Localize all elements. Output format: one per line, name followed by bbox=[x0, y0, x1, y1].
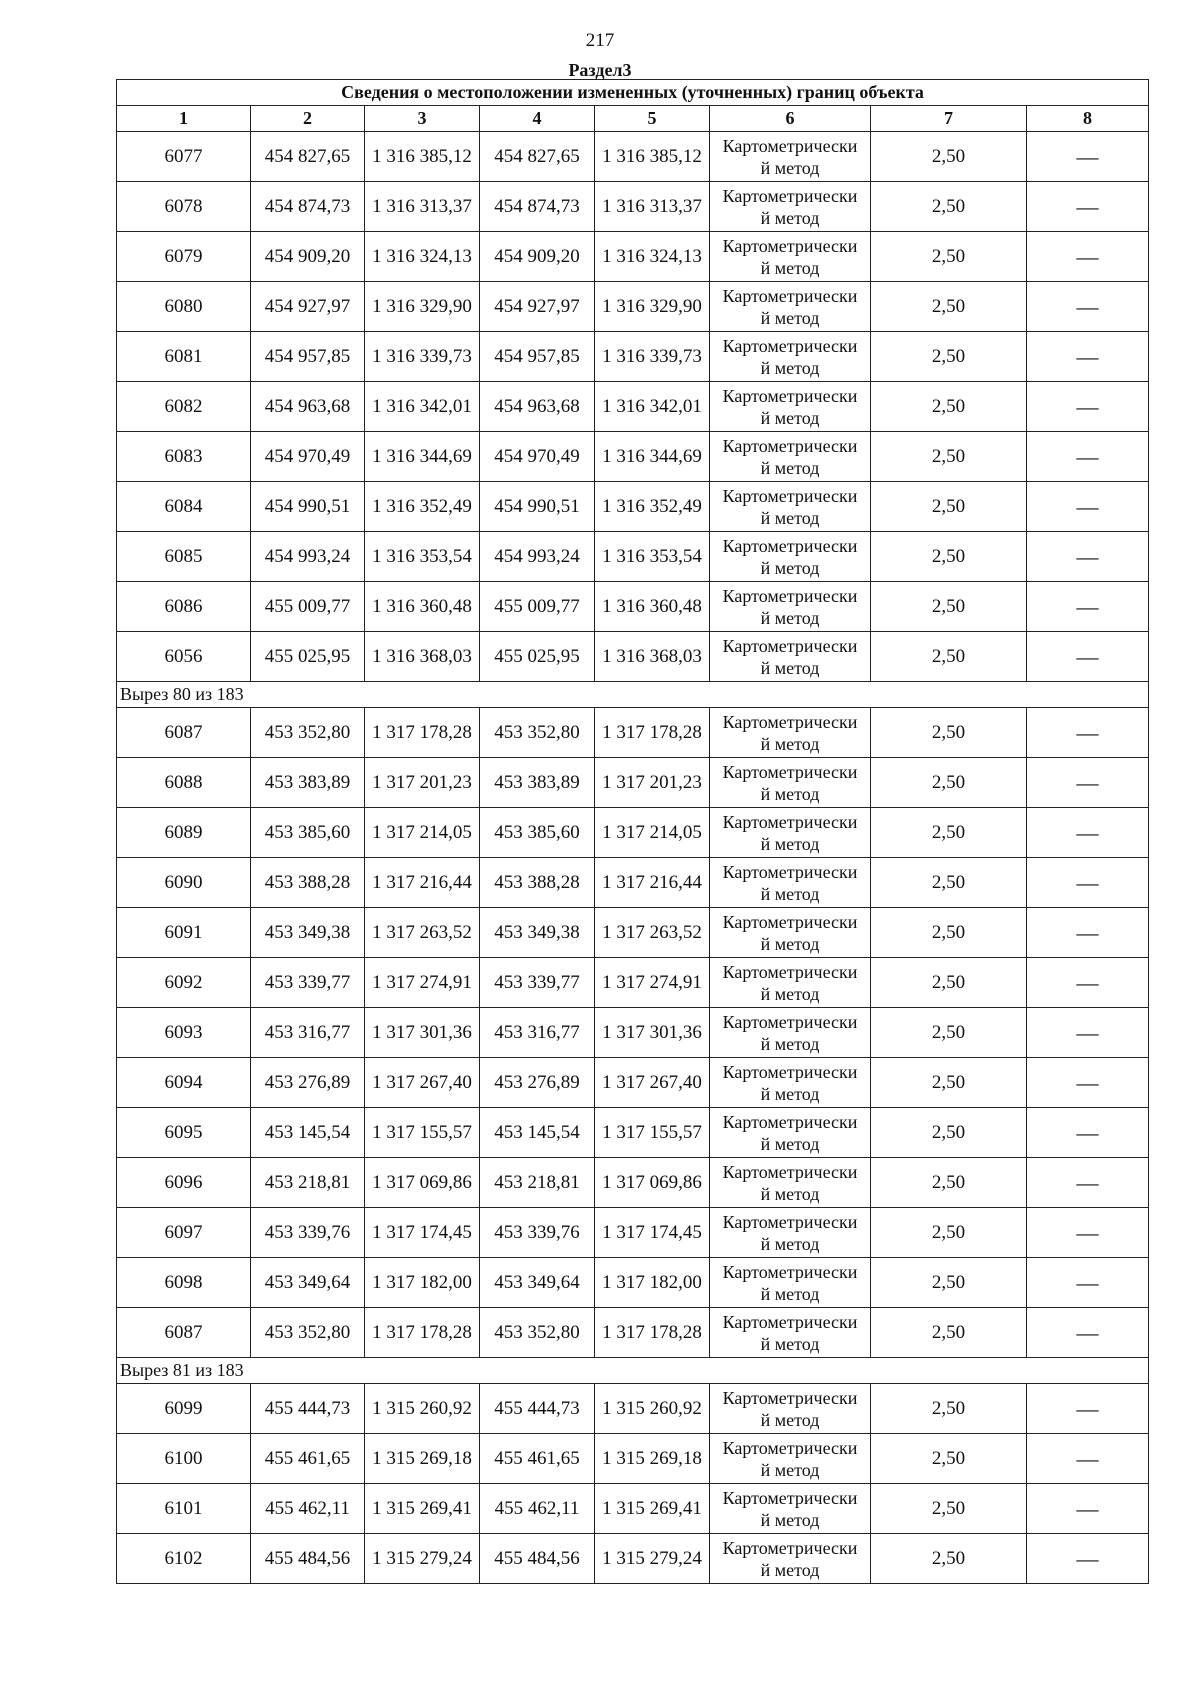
method-cell: Картометрически й метод bbox=[710, 1008, 871, 1058]
accuracy-cell: 2,50 bbox=[871, 1158, 1027, 1208]
accuracy-cell: 2,50 bbox=[871, 1434, 1027, 1484]
x-new-cell: 453 383,89 bbox=[480, 758, 595, 808]
x-old-cell: 455 461,65 bbox=[251, 1434, 365, 1484]
y-new-cell: 1 316 360,48 bbox=[595, 582, 710, 632]
table-row bbox=[117, 1158, 1149, 1208]
description-cell: — bbox=[1027, 1258, 1149, 1308]
y-old-cell: 1 316 313,37 bbox=[365, 182, 480, 232]
column-number: 6 bbox=[710, 106, 871, 132]
description-cell: — bbox=[1027, 1384, 1149, 1434]
accuracy-cell: 2,50 bbox=[871, 332, 1027, 382]
x-old-cell: 453 352,80 bbox=[251, 1308, 365, 1358]
method-cell: Картометрически й метод bbox=[710, 708, 871, 758]
y-old-cell: 1 316 329,90 bbox=[365, 282, 480, 332]
x-new-cell: 453 316,77 bbox=[480, 1008, 595, 1058]
description-cell: — bbox=[1027, 1434, 1149, 1484]
point-number-cell: 6089 bbox=[117, 808, 251, 858]
y-old-cell: 1 317 214,05 bbox=[365, 808, 480, 858]
method-cell: Картометрически й метод bbox=[710, 182, 871, 232]
y-new-cell: 1 316 368,03 bbox=[595, 632, 710, 682]
y-new-cell: 1 315 269,18 bbox=[595, 1434, 710, 1484]
method-cell: Картометрически й метод bbox=[710, 1158, 871, 1208]
x-new-cell: 453 352,80 bbox=[480, 1308, 595, 1358]
method-cell: Картометрически й метод bbox=[710, 532, 871, 582]
y-old-cell: 1 317 274,91 bbox=[365, 958, 480, 1008]
method-cell: Картометрически й метод bbox=[710, 1208, 871, 1258]
x-new-cell: 454 990,51 bbox=[480, 482, 595, 532]
y-old-cell: 1 317 182,00 bbox=[365, 1258, 480, 1308]
y-old-cell: 1 315 279,24 bbox=[365, 1534, 480, 1584]
table-row bbox=[117, 1384, 1149, 1434]
description-cell: — bbox=[1027, 1534, 1149, 1584]
x-old-cell: 453 383,89 bbox=[251, 758, 365, 808]
y-old-cell: 1 316 342,01 bbox=[365, 382, 480, 432]
page-number: 217 bbox=[585, 30, 615, 51]
y-new-cell: 1 317 178,28 bbox=[595, 1308, 710, 1358]
description-cell: — bbox=[1027, 132, 1149, 182]
y-old-cell: 1 316 385,12 bbox=[365, 132, 480, 182]
accuracy-cell: 2,50 bbox=[871, 632, 1027, 682]
y-new-cell: 1 317 216,44 bbox=[595, 858, 710, 908]
table-row bbox=[117, 382, 1149, 432]
x-old-cell: 454 927,97 bbox=[251, 282, 365, 332]
table-row bbox=[117, 282, 1149, 332]
method-cell: Картометрически й метод bbox=[710, 1308, 871, 1358]
y-new-cell: 1 317 201,23 bbox=[595, 758, 710, 808]
point-number-cell: 6078 bbox=[117, 182, 251, 232]
y-new-cell: 1 317 182,00 bbox=[595, 1258, 710, 1308]
table-row bbox=[117, 532, 1149, 582]
table-row bbox=[117, 1434, 1149, 1484]
y-old-cell: 1 316 352,49 bbox=[365, 482, 480, 532]
description-cell: — bbox=[1027, 482, 1149, 532]
method-cell: Картометрически й метод bbox=[710, 858, 871, 908]
y-old-cell: 1 317 201,23 bbox=[365, 758, 480, 808]
point-number-cell: 6086 bbox=[117, 582, 251, 632]
y-new-cell: 1 316 342,01 bbox=[595, 382, 710, 432]
table-row bbox=[117, 232, 1149, 282]
table-row bbox=[117, 132, 1149, 182]
x-new-cell: 453 218,81 bbox=[480, 1158, 595, 1208]
y-old-cell: 1 316 368,03 bbox=[365, 632, 480, 682]
x-new-cell: 453 339,76 bbox=[480, 1208, 595, 1258]
x-old-cell: 454 827,65 bbox=[251, 132, 365, 182]
y-new-cell: 1 316 339,73 bbox=[595, 332, 710, 382]
x-old-cell: 453 349,64 bbox=[251, 1258, 365, 1308]
table-row bbox=[117, 1058, 1149, 1108]
description-cell: — bbox=[1027, 382, 1149, 432]
x-new-cell: 454 909,20 bbox=[480, 232, 595, 282]
x-new-cell: 455 025,95 bbox=[480, 632, 595, 682]
point-number-cell: 6080 bbox=[117, 282, 251, 332]
accuracy-cell: 2,50 bbox=[871, 1108, 1027, 1158]
method-cell: Картометрически й метод bbox=[710, 958, 871, 1008]
description-cell: — bbox=[1027, 182, 1149, 232]
method-cell: Картометрически й метод bbox=[710, 282, 871, 332]
point-number-cell: 6098 bbox=[117, 1258, 251, 1308]
point-number-cell: 6097 bbox=[117, 1208, 251, 1258]
x-old-cell: 455 484,56 bbox=[251, 1534, 365, 1584]
description-cell: — bbox=[1027, 282, 1149, 332]
method-cell: Картометрически й метод bbox=[710, 382, 871, 432]
y-new-cell: 1 316 324,13 bbox=[595, 232, 710, 282]
x-new-cell: 453 349,38 bbox=[480, 908, 595, 958]
description-cell: — bbox=[1027, 808, 1149, 858]
description-cell: — bbox=[1027, 232, 1149, 282]
y-new-cell: 1 317 274,91 bbox=[595, 958, 710, 1008]
point-number-cell: 6083 bbox=[117, 432, 251, 482]
y-new-cell: 1 316 344,69 bbox=[595, 432, 710, 482]
y-old-cell: 1 315 260,92 bbox=[365, 1384, 480, 1434]
method-cell: Картометрически й метод bbox=[710, 1108, 871, 1158]
point-number-cell: 6081 bbox=[117, 332, 251, 382]
y-new-cell: 1 317 267,40 bbox=[595, 1058, 710, 1108]
y-old-cell: 1 317 178,28 bbox=[365, 708, 480, 758]
table-row bbox=[117, 858, 1149, 908]
x-new-cell: 454 927,97 bbox=[480, 282, 595, 332]
column-number: 5 bbox=[595, 106, 710, 132]
x-old-cell: 453 349,38 bbox=[251, 908, 365, 958]
y-old-cell: 1 317 178,28 bbox=[365, 1308, 480, 1358]
point-number-cell: 6096 bbox=[117, 1158, 251, 1208]
x-old-cell: 453 218,81 bbox=[251, 1158, 365, 1208]
description-cell: — bbox=[1027, 708, 1149, 758]
y-new-cell: 1 317 263,52 bbox=[595, 908, 710, 958]
y-new-cell: 1 317 069,86 bbox=[595, 1158, 710, 1208]
accuracy-cell: 2,50 bbox=[871, 532, 1027, 582]
x-new-cell: 454 957,85 bbox=[480, 332, 595, 382]
point-number-cell: 6100 bbox=[117, 1434, 251, 1484]
method-cell: Картометрически й метод bbox=[710, 1484, 871, 1534]
x-new-cell: 455 462,11 bbox=[480, 1484, 595, 1534]
boundary-coordinates-table bbox=[116, 79, 1149, 1584]
table-row bbox=[117, 708, 1149, 758]
description-cell: — bbox=[1027, 632, 1149, 682]
y-old-cell: 1 316 339,73 bbox=[365, 332, 480, 382]
description-cell: — bbox=[1027, 758, 1149, 808]
x-old-cell: 453 352,80 bbox=[251, 708, 365, 758]
method-cell: Картометрически й метод bbox=[710, 632, 871, 682]
method-cell: Картометрически й метод bbox=[710, 332, 871, 382]
method-cell: Картометрически й метод bbox=[710, 1534, 871, 1584]
y-old-cell: 1 316 360,48 bbox=[365, 582, 480, 632]
description-cell: — bbox=[1027, 432, 1149, 482]
description-cell: — bbox=[1027, 1484, 1149, 1534]
table-row bbox=[117, 958, 1149, 1008]
point-number-cell: 6082 bbox=[117, 382, 251, 432]
y-old-cell: 1 315 269,18 bbox=[365, 1434, 480, 1484]
x-old-cell: 455 025,95 bbox=[251, 632, 365, 682]
x-old-cell: 455 009,77 bbox=[251, 582, 365, 632]
column-number: 8 bbox=[1027, 106, 1149, 132]
x-new-cell: 454 970,49 bbox=[480, 432, 595, 482]
y-new-cell: 1 316 329,90 bbox=[595, 282, 710, 332]
y-new-cell: 1 317 178,28 bbox=[595, 708, 710, 758]
table-caption: Сведения о местоположении измененных (уточненных) границ объекта bbox=[117, 80, 1149, 106]
x-old-cell: 454 909,20 bbox=[251, 232, 365, 282]
description-cell: — bbox=[1027, 1158, 1149, 1208]
table-row bbox=[117, 908, 1149, 958]
table-row bbox=[117, 1484, 1149, 1534]
table-row bbox=[117, 1258, 1149, 1308]
table-row bbox=[117, 582, 1149, 632]
group-row bbox=[117, 1358, 1149, 1384]
description-cell: — bbox=[1027, 332, 1149, 382]
y-old-cell: 1 317 216,44 bbox=[365, 858, 480, 908]
description-cell: — bbox=[1027, 1008, 1149, 1058]
accuracy-cell: 2,50 bbox=[871, 482, 1027, 532]
y-new-cell: 1 315 269,41 bbox=[595, 1484, 710, 1534]
x-new-cell: 455 444,73 bbox=[480, 1384, 595, 1434]
accuracy-cell: 2,50 bbox=[871, 432, 1027, 482]
x-old-cell: 453 339,76 bbox=[251, 1208, 365, 1258]
y-new-cell: 1 317 155,57 bbox=[595, 1108, 710, 1158]
description-cell: — bbox=[1027, 1058, 1149, 1108]
y-old-cell: 1 315 269,41 bbox=[365, 1484, 480, 1534]
y-old-cell: 1 317 301,36 bbox=[365, 1008, 480, 1058]
accuracy-cell: 2,50 bbox=[871, 582, 1027, 632]
table-row bbox=[117, 482, 1149, 532]
column-number: 4 bbox=[480, 106, 595, 132]
method-cell: Картометрически й метод bbox=[710, 808, 871, 858]
point-number-cell: 6095 bbox=[117, 1108, 251, 1158]
accuracy-cell: 2,50 bbox=[871, 1008, 1027, 1058]
column-number: 2 bbox=[251, 106, 365, 132]
accuracy-cell: 2,50 bbox=[871, 1058, 1027, 1108]
method-cell: Картометрически й метод bbox=[710, 582, 871, 632]
y-old-cell: 1 317 267,40 bbox=[365, 1058, 480, 1108]
point-number-cell: 6090 bbox=[117, 858, 251, 908]
column-number: 1 bbox=[117, 106, 251, 132]
method-cell: Картометрически й метод bbox=[710, 1258, 871, 1308]
x-old-cell: 453 145,54 bbox=[251, 1108, 365, 1158]
point-number-cell: 6079 bbox=[117, 232, 251, 282]
method-cell: Картометрически й метод bbox=[710, 758, 871, 808]
method-cell: Картометрически й метод bbox=[710, 1058, 871, 1108]
y-new-cell: 1 316 385,12 bbox=[595, 132, 710, 182]
accuracy-cell: 2,50 bbox=[871, 908, 1027, 958]
x-old-cell: 453 385,60 bbox=[251, 808, 365, 858]
point-number-cell: 6056 bbox=[117, 632, 251, 682]
x-old-cell: 453 339,77 bbox=[251, 958, 365, 1008]
point-number-cell: 6102 bbox=[117, 1534, 251, 1584]
x-old-cell: 453 388,28 bbox=[251, 858, 365, 908]
accuracy-cell: 2,50 bbox=[871, 1534, 1027, 1584]
point-number-cell: 6091 bbox=[117, 908, 251, 958]
description-cell: — bbox=[1027, 1108, 1149, 1158]
y-old-cell: 1 316 353,54 bbox=[365, 532, 480, 582]
x-new-cell: 454 963,68 bbox=[480, 382, 595, 432]
x-new-cell: 453 352,80 bbox=[480, 708, 595, 758]
point-number-cell: 6099 bbox=[117, 1384, 251, 1434]
column-number-row bbox=[117, 106, 1149, 132]
point-number-cell: 6077 bbox=[117, 132, 251, 182]
x-new-cell: 453 276,89 bbox=[480, 1058, 595, 1108]
table-row bbox=[117, 1534, 1149, 1584]
accuracy-cell: 2,50 bbox=[871, 708, 1027, 758]
x-new-cell: 454 827,65 bbox=[480, 132, 595, 182]
point-number-cell: 6088 bbox=[117, 758, 251, 808]
y-new-cell: 1 316 352,49 bbox=[595, 482, 710, 532]
x-old-cell: 454 957,85 bbox=[251, 332, 365, 382]
accuracy-cell: 2,50 bbox=[871, 282, 1027, 332]
y-new-cell: 1 315 260,92 bbox=[595, 1384, 710, 1434]
column-number: 3 bbox=[365, 106, 480, 132]
y-new-cell: 1 316 353,54 bbox=[595, 532, 710, 582]
table-row bbox=[117, 1208, 1149, 1258]
description-cell: — bbox=[1027, 582, 1149, 632]
table-row bbox=[117, 432, 1149, 482]
group-label: Вырез 81 из 183 bbox=[117, 1358, 1149, 1384]
method-cell: Картометрически й метод bbox=[710, 1434, 871, 1484]
point-number-cell: 6087 bbox=[117, 708, 251, 758]
x-new-cell: 455 461,65 bbox=[480, 1434, 595, 1484]
point-number-cell: 6085 bbox=[117, 532, 251, 582]
x-old-cell: 455 444,73 bbox=[251, 1384, 365, 1434]
accuracy-cell: 2,50 bbox=[871, 808, 1027, 858]
method-cell: Картометрически й метод bbox=[710, 482, 871, 532]
x-old-cell: 454 874,73 bbox=[251, 182, 365, 232]
x-new-cell: 453 349,64 bbox=[480, 1258, 595, 1308]
x-new-cell: 453 145,54 bbox=[480, 1108, 595, 1158]
point-number-cell: 6092 bbox=[117, 958, 251, 1008]
description-cell: — bbox=[1027, 958, 1149, 1008]
method-cell: Картометрически й метод bbox=[710, 132, 871, 182]
accuracy-cell: 2,50 bbox=[871, 1308, 1027, 1358]
accuracy-cell: 2,50 bbox=[871, 958, 1027, 1008]
y-new-cell: 1 315 279,24 bbox=[595, 1534, 710, 1584]
method-cell: Картометрически й метод bbox=[710, 1384, 871, 1434]
description-cell: — bbox=[1027, 908, 1149, 958]
group-label: Вырез 80 из 183 bbox=[117, 682, 1149, 708]
x-old-cell: 453 276,89 bbox=[251, 1058, 365, 1108]
x-old-cell: 454 963,68 bbox=[251, 382, 365, 432]
description-cell: — bbox=[1027, 858, 1149, 908]
y-new-cell: 1 316 313,37 bbox=[595, 182, 710, 232]
point-number-cell: 6084 bbox=[117, 482, 251, 532]
x-new-cell: 455 484,56 bbox=[480, 1534, 595, 1584]
x-old-cell: 454 970,49 bbox=[251, 432, 365, 482]
x-old-cell: 454 990,51 bbox=[251, 482, 365, 532]
accuracy-cell: 2,50 bbox=[871, 232, 1027, 282]
accuracy-cell: 2,50 bbox=[871, 858, 1027, 908]
method-cell: Картометрически й метод bbox=[710, 232, 871, 282]
x-new-cell: 454 993,24 bbox=[480, 532, 595, 582]
table-row bbox=[117, 808, 1149, 858]
table-row bbox=[117, 1108, 1149, 1158]
accuracy-cell: 2,50 bbox=[871, 182, 1027, 232]
point-number-cell: 6101 bbox=[117, 1484, 251, 1534]
table-row bbox=[117, 332, 1149, 382]
description-cell: — bbox=[1027, 532, 1149, 582]
table-row bbox=[117, 182, 1149, 232]
x-new-cell: 453 385,60 bbox=[480, 808, 595, 858]
y-old-cell: 1 316 344,69 bbox=[365, 432, 480, 482]
table-row bbox=[117, 632, 1149, 682]
y-new-cell: 1 317 301,36 bbox=[595, 1008, 710, 1058]
description-cell: — bbox=[1027, 1208, 1149, 1258]
x-old-cell: 453 316,77 bbox=[251, 1008, 365, 1058]
table-row bbox=[117, 758, 1149, 808]
point-number-cell: 6093 bbox=[117, 1008, 251, 1058]
accuracy-cell: 2,50 bbox=[871, 132, 1027, 182]
x-new-cell: 453 339,77 bbox=[480, 958, 595, 1008]
x-new-cell: 454 874,73 bbox=[480, 182, 595, 232]
y-old-cell: 1 317 263,52 bbox=[365, 908, 480, 958]
accuracy-cell: 2,50 bbox=[871, 1384, 1027, 1434]
accuracy-cell: 2,50 bbox=[871, 1484, 1027, 1534]
accuracy-cell: 2,50 bbox=[871, 382, 1027, 432]
y-old-cell: 1 317 174,45 bbox=[365, 1208, 480, 1258]
x-old-cell: 455 462,11 bbox=[251, 1484, 365, 1534]
description-cell: — bbox=[1027, 1308, 1149, 1358]
method-cell: Картометрически й метод bbox=[710, 908, 871, 958]
point-number-cell: 6087 bbox=[117, 1308, 251, 1358]
column-number: 7 bbox=[871, 106, 1027, 132]
x-old-cell: 454 993,24 bbox=[251, 532, 365, 582]
y-new-cell: 1 317 174,45 bbox=[595, 1208, 710, 1258]
y-old-cell: 1 316 324,13 bbox=[365, 232, 480, 282]
table-row bbox=[117, 1008, 1149, 1058]
point-number-cell: 6094 bbox=[117, 1058, 251, 1108]
y-old-cell: 1 317 069,86 bbox=[365, 1158, 480, 1208]
group-row bbox=[117, 682, 1149, 708]
y-new-cell: 1 317 214,05 bbox=[595, 808, 710, 858]
x-new-cell: 455 009,77 bbox=[480, 582, 595, 632]
table-body bbox=[117, 132, 1149, 1584]
section-title: Раздел3 bbox=[568, 60, 632, 80]
accuracy-cell: 2,50 bbox=[871, 1208, 1027, 1258]
y-old-cell: 1 317 155,57 bbox=[365, 1108, 480, 1158]
accuracy-cell: 2,50 bbox=[871, 758, 1027, 808]
table-row bbox=[117, 1308, 1149, 1358]
accuracy-cell: 2,50 bbox=[871, 1258, 1027, 1308]
method-cell: Картометрически й метод bbox=[710, 432, 871, 482]
x-new-cell: 453 388,28 bbox=[480, 858, 595, 908]
